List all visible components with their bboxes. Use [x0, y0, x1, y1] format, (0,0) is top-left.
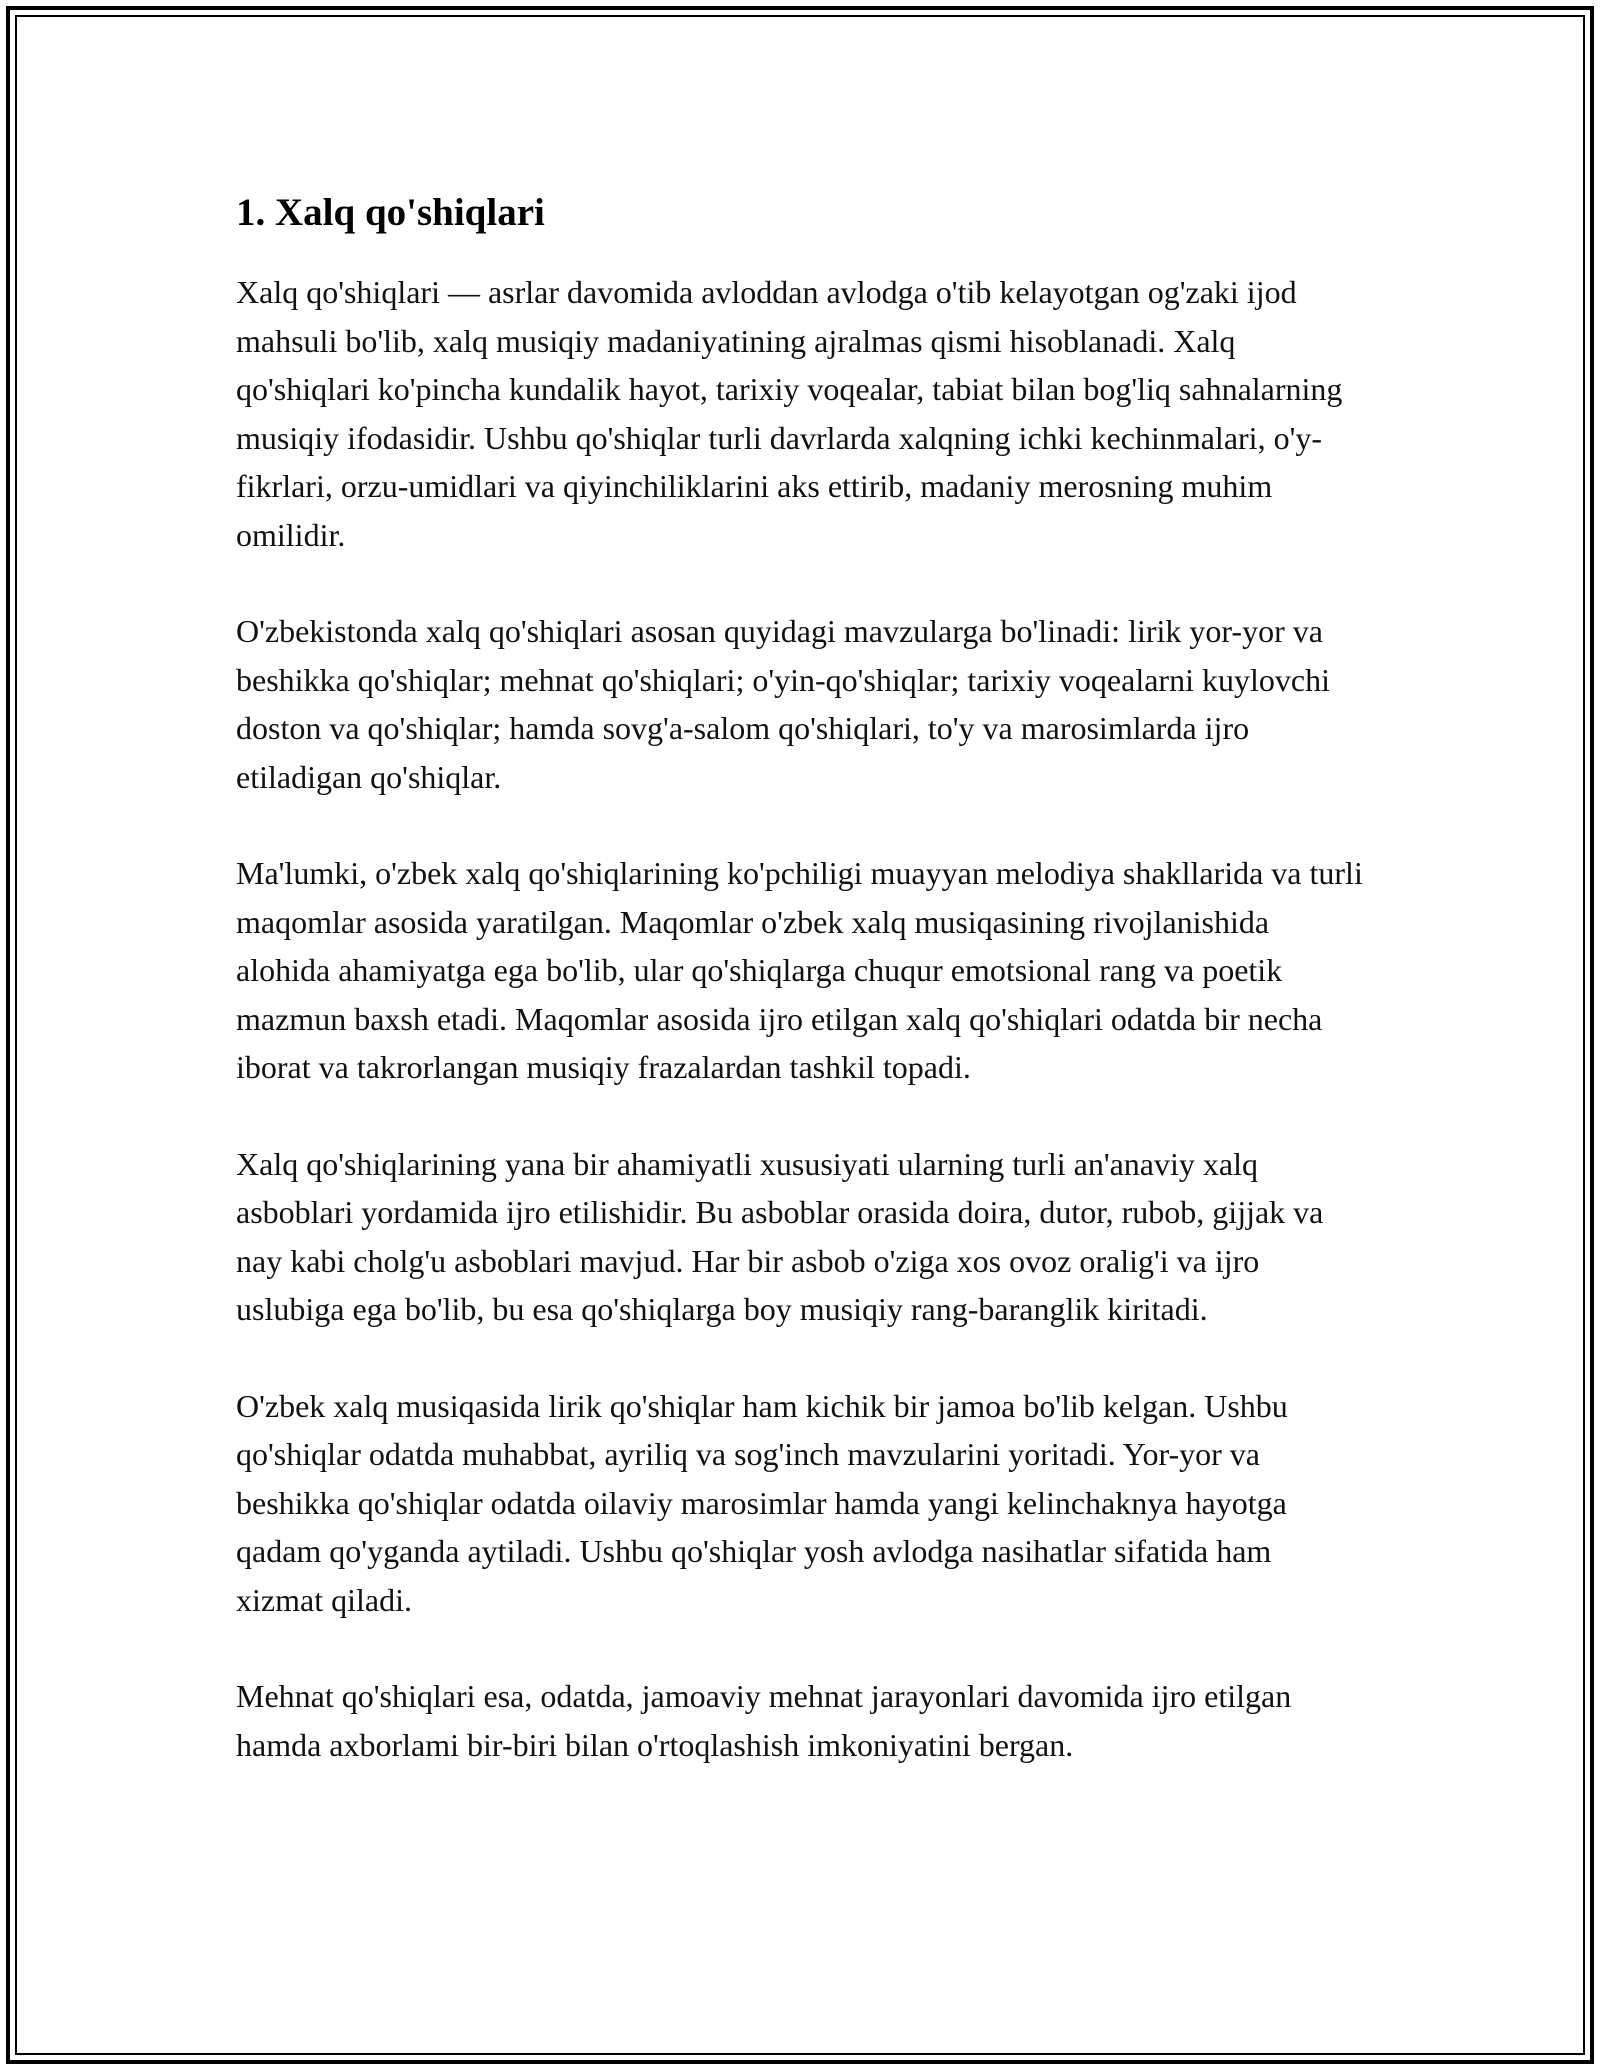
document-body [236, 186, 1366, 1817]
paragraph-lyric-songs: O'zbek xalq musiqasida lirik qo'shiqlar ham kichik bir jamoa bo'lib kelgan. Ushbu qo'shiqlar odatda muhabbat, ayriliq va sog'inch mavzularini yoritadi. Yor-yor va beshikka qo'shiqlar odatda oilaviy marosimlar hamda yangi kelinchaknya hayotga qadam qo'yganda aytiladi. Ushbu qo'shiqlar yosh avlodga nasihatlar sifatida ham xizmat qiladi. [236, 1387, 1288, 1618]
paragraph-maqoms: Ma'lumki, o'zbek xalq qo'shiqlarining ko'pchiligi muayyan melodiya shakllarida va turli maqomlar asosida yaratilgan. Maqomlar o'zbek xalq musiqasining rivojlanishida alohida ahamiyatga ega bo'lib, ular qo'shiqlarga chuqur emotsional rang va poetik mazmun baxsh etadi. Maqomlar asosida ijro etilgan xalq qo'shiqlari odatda bir necha iborat va takrorlangan musiqiy frazalardan tashkil topadi. [236, 855, 1363, 1085]
paragraph-instruments: Xalq qo'shiqlarining yana bir ahamiyatli xususiyati ularning turli an'anaviy xalq asboblari yordamida ijro etilishidir. Bu asboblar orasida doira, dutor, rubob, gijjak va nay kabi cholg'u asboblari mavjud. Har bir asbob o'ziga xos ovoz oralig'i va ijro uslubiga ega bo'lib, bu esa qo'shiqlarga boy musiqiy rang-baranglik kiritadi. [236, 1145, 1324, 1327]
paragraph-themes: O'zbekistonda xalq qo'shiqlari asosan quyidagi mavzularga bo'linadi: lirik yor-yor va beshikka qo'shiqlar; mehnat qo'shiqlari; o'yin-qo'shiqlar; tarixiy voqealarni kuylovchi doston va qo'shiqlar; hamda sovg'a-salom qo'shiqlari, to'y va marosimlarda ijro etiladigan qo'shiqlar. [236, 613, 1330, 795]
paragraph-intro: Xalq qo'shiqlari — asrlar davomida avloddan avlodga o'tib kelayotgan og'zaki ijod mahsuli bo'lib, xalq musiqiy madaniyatining ajralmas qismi hisoblanadi. Xalq qo'shiqlari ko'pincha kundalik hayot, tarixiy voqealar, tabiat bilan bog'liq sahnalarning musiqiy ifodasidir. Ushbu qo'shiqlar turli davrlarda xalqning ichki kechinmalari, o'y-fikrlari, orzu-umidlari va qiyinchiliklarini aks ettirib, madaniy merosning muhim omilidir. [236, 274, 1343, 553]
section-heading: 1. Xalq qo'shiqlari [236, 191, 545, 234]
paragraph-work-songs: Mehnat qo'shiqlari esa, odatda, jamoaviy mehnat jarayonlari davomida ijro etilgan hamda axborlami bir-biri bilan o'rtoqlashish imkoniyatini bergan. [236, 1678, 1292, 1763]
